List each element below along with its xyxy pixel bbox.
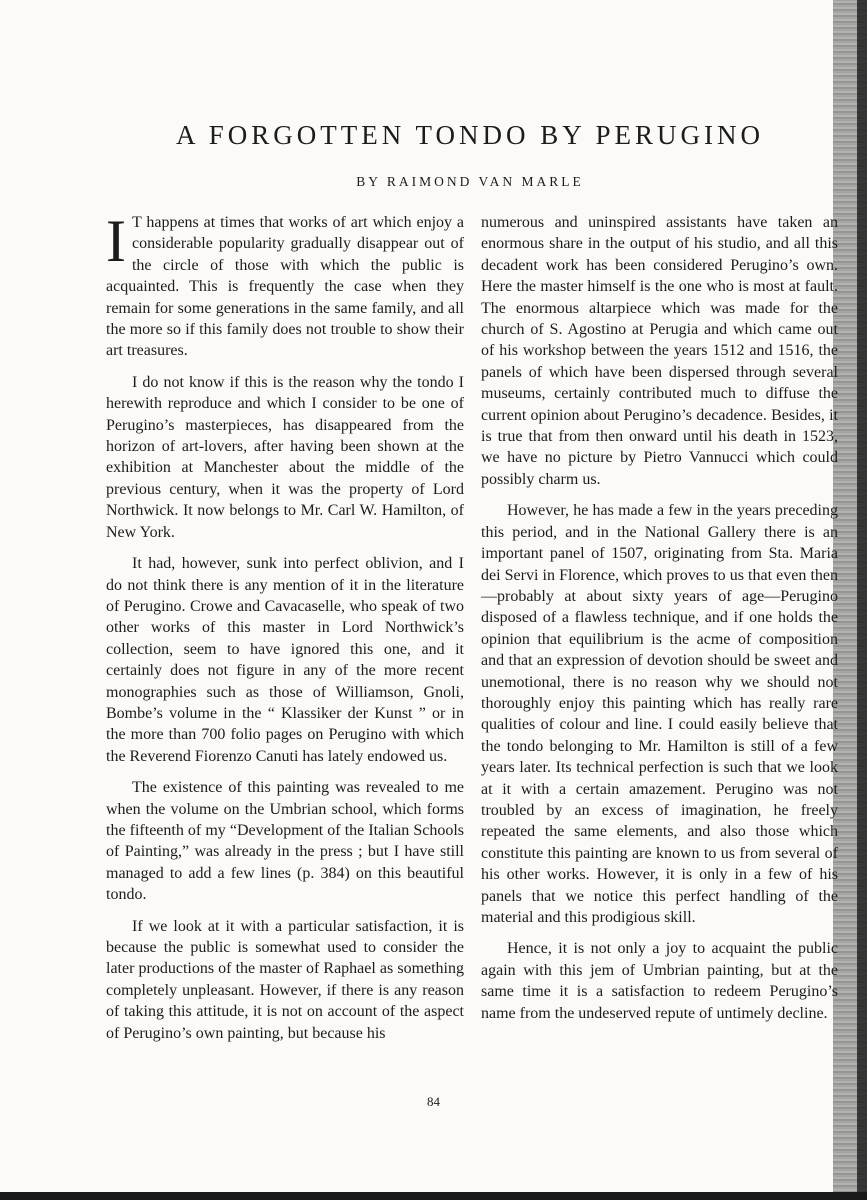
scan-bottom-edge: [0, 1192, 867, 1200]
paragraph-8: Hence, it is not only a joy to acquaint the public again with this jem of Umbrian painting, but at the same time it is a satisfaction to redeem Perugino’s name from the undeserved repute of untimely decline.: [481, 940, 838, 1022]
drop-cap: I: [106, 208, 126, 274]
paragraph-1: [106, 208, 464, 362]
scan-edge-dark: [857, 0, 867, 1200]
right-column: [481, 212, 838, 1034]
paragraph-3: It had, however, sunk into perfect oblivion, and I do not think there is any mention of it in the literature of Perugino. Crowe and Cavacaselle, who speak of two other works of this master in Lord Northwick’s collection, seem to have ignored this one, and it certainly does not figure in any of the more recent monographies such as those of Williamson, Gnoli, Bombe’s volume in the “ Klassiker der Kunst ” or in the more than 700 folio pages on Perugino with which the Reverend Fiorenzo Canuti has lately endowed us.: [106, 555, 464, 765]
paragraph-5: If we look at it with a particular satisfaction, it is because the public is somewhat used to consider the later productions of the master of Raphael as something completely unpleasant. However, if there is any reason of taking this attitude, it is not on account of the aspect of Perugino’s own painting, but because his: [106, 917, 464, 1042]
page-number: 84: [427, 1094, 440, 1109]
paragraph-4: The existence of this painting was revealed to me when the volume on the Umbrian school, which forms the fifteenth of my “Development of the Italian Schools of Painting,” was already in the press ; but I have still managed to add a few lines (p. 384) on this beautiful tondo.: [106, 779, 464, 904]
paragraph-1-text: T happens at times that works of art which enjoy a considerable popularity gradually disappear out of the circle of those with which the public is acquainted. This is frequently the case when they remain for some generations in the same family, and all the more so if this family does not trouble to show their art treasures.: [106, 214, 464, 360]
paragraph-6: numerous and uninspired assistants have taken an enormous share in the output of his studio, and all this decadent work has been considered Perugino’s own. Here the master himself is the one who is most at fault. The enormous altarpiece which was made for the church of S. Agostino at Perugia and which came out of his workshop between the years 1512 and 1516, the panels of which have been dispersed through several museums, certainly contributed much to diffuse the current opinion about Perugino’s decadence. Besides, it is true that from then onward until his death in 1523, we have no picture by Pietro Vannucci which could possibly charm us.: [481, 214, 838, 488]
article-title: A FORGOTTEN TONDO BY PERUGINO: [175, 120, 765, 150]
paragraph-7: However, he has made a few in the years preceding this period, and in the National Gallery there is an important panel of 1507, originating from Sta. Maria dei Servi in Florence, which proves to us that even then—probably at about sixty years of age—Perugino disposed of a flawless technique, and if one holds the opinion that equilibrium is the acme of composition and that an expression of devotion should be sweet and unemotional, there is no reason why we should not thoroughly enjoy this painting which has really rare qualities of colour and line. I could easily believe that the tondo belonging to Mr. Hamilton is still of a few years later. Its technical perfection is such that we look at it with a certain amazement. Perugino was not troubled by an excess of imagination, he freely repeated the same elements, and also those which constitute this painting are known to us from several of his other works. However, it is only in a few of his panels that we notice this perfect handling of the material and this prodigious skill.: [481, 502, 838, 926]
article-byline: BY RAIMOND VAN MARLE: [356, 174, 584, 189]
paragraph-2: I do not know if this is the reason why the tondo I herewith reproduce and which I consider to be one of Perugino’s masterpieces, has disappeared from the horizon of art-lovers, after having been shown at the exhibition at Manchester about the middle of the previous century, when it was the property of Lord Northwick. It now belongs to Mr. Carl W. Hamilton, of New York.: [106, 373, 464, 541]
left-column: [106, 208, 464, 1054]
